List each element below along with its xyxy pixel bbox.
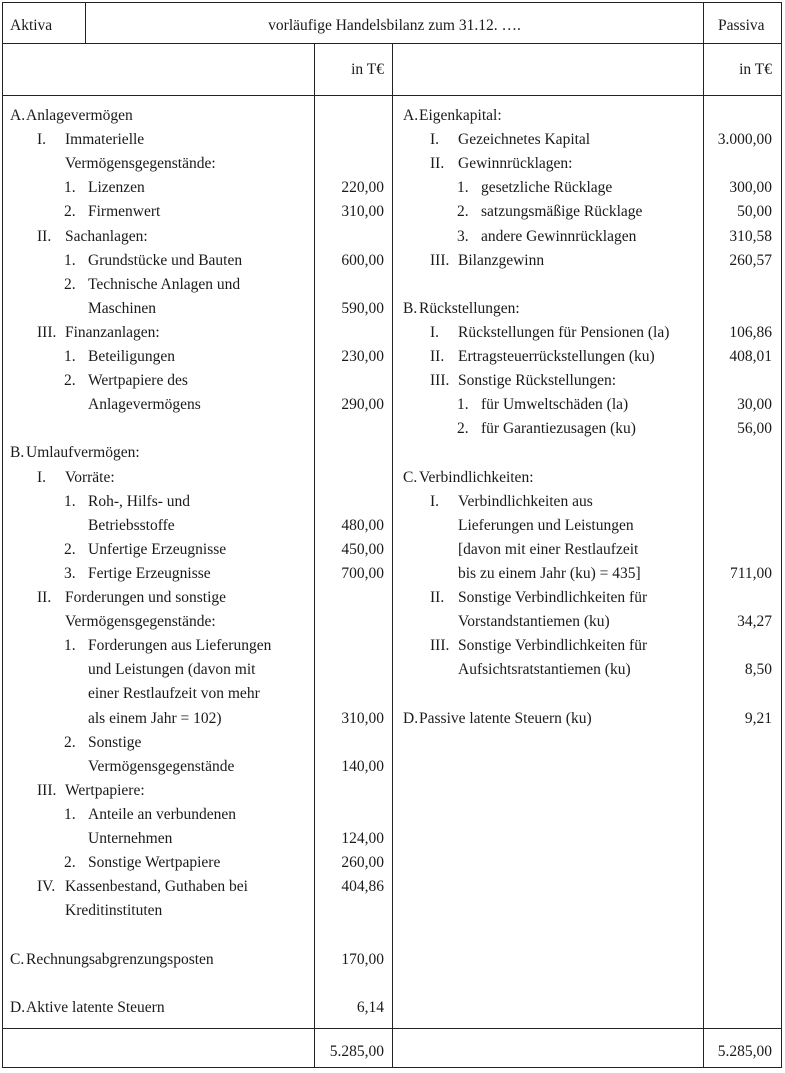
passiva-row-label: Vorstandstantiemen (ku)	[458, 613, 610, 631]
aktiva-row-number: 2.	[64, 203, 76, 221]
passiva-row-label: Rückstellungen:	[419, 299, 520, 317]
aktiva-row-label: einer Restlaufzeit von mehr	[88, 685, 260, 703]
aktiva-row-label: Anteile an verbundenen	[88, 805, 237, 823]
aktiva-row-number: 1.	[64, 348, 76, 365]
aktiva-row-value: 290,00	[341, 396, 384, 414]
aktiva-row-label: Umlaufvermögen:	[26, 444, 140, 462]
passiva-row-label: bis zu einem Jahr (ku) = 435]	[458, 564, 641, 582]
aktiva-row-value: 450,00	[341, 540, 384, 558]
aktiva-row-label: Grundstücke und Bauten	[88, 251, 243, 269]
passiva-row-label: Verbindlichkeiten:	[419, 468, 534, 486]
aktiva-row-number: 3.	[64, 564, 76, 582]
aktiva-row-number: I.	[37, 131, 47, 149]
passiva-row-label: Lieferungen und Leistungen	[458, 516, 634, 534]
passiva-row-value: 260,57	[729, 251, 772, 269]
passiva-row-label: Sonstige Rückstellungen:	[458, 372, 617, 390]
aktiva-row-number: II.	[37, 227, 52, 245]
passiva-row-number: III.	[430, 251, 450, 269]
aktiva-row-label: Vermögensgegenstände:	[65, 155, 216, 173]
aktiva-row-label: Rechnungsabgrenzungsposten	[26, 950, 214, 968]
aktiva-row-number: 1.	[64, 251, 76, 269]
passiva-row-label: satzungsmäßige Rücklage	[481, 203, 643, 221]
passiva-row-number: 3.	[457, 227, 469, 245]
aktiva-row-number: 1.	[64, 492, 76, 510]
aktiva-row-number: IV.	[37, 878, 56, 896]
aktiva-row-value: 230,00	[341, 348, 384, 365]
unit-right: in T€	[739, 61, 772, 78]
aktiva-row-value: 260,00	[341, 854, 384, 872]
passiva-row-number: II.	[430, 589, 445, 606]
passiva-row-value: 300,00	[729, 179, 772, 197]
passiva-row-number: I.	[430, 323, 440, 341]
aktiva-row-number: 1.	[64, 805, 76, 823]
passiva-row-label: für Umweltschäden (la)	[481, 396, 629, 414]
aktiva-row-number: C.	[10, 950, 25, 968]
aktiva-row-label: Unfertige Erzeugnisse	[88, 540, 227, 558]
passiva-row-label: Bilanzgewinn	[458, 251, 545, 269]
aktiva-row-value: 124,00	[341, 830, 384, 847]
passiva-row-label: Ertragsteuerrückstellungen (ku)	[458, 348, 655, 365]
aktiva-row-label: Vorräte:	[65, 468, 115, 486]
passiva-row-number: III.	[430, 637, 450, 655]
aktiva-row-label: Vermögensgegenstände	[88, 757, 235, 775]
aktiva-row-number: B.	[10, 444, 25, 462]
aktiva-row-label: Finanzanlagen:	[65, 323, 160, 341]
aktiva-row-label: als einem Jahr = 102)	[88, 709, 222, 727]
passiva-row-number: A.	[403, 107, 419, 124]
aktiva-row-number: 1.	[64, 179, 76, 197]
passiva-row-number: III.	[430, 372, 450, 390]
aktiva-row-label: Forderungen und sonstige	[65, 589, 227, 606]
passiva-row-value: 106,86	[729, 323, 772, 341]
passiva-row-value: 56,00	[737, 420, 772, 438]
aktiva-row-number: I.	[37, 468, 47, 486]
aktiva-row-label: Sonstige	[88, 733, 142, 751]
passiva-row-label: Gewinnrücklagen:	[458, 155, 573, 173]
passiva-row-value: 310,58	[729, 227, 772, 245]
aktiva-row-label: Forderungen aus Lieferungen	[88, 637, 272, 655]
aktiva-row-number: 1.	[64, 637, 76, 655]
passiva-row-value: 9,21	[744, 709, 772, 727]
passiva-row-label: gesetzliche Rücklage	[481, 179, 613, 197]
passiva-row-label: Rückstellungen für Pensionen (la)	[458, 323, 670, 341]
aktiva-row-value: 6,14	[356, 998, 384, 1016]
passiva-row-label: [davon mit einer Restlaufzeit	[458, 540, 639, 558]
passiva-row-number: I.	[430, 131, 440, 149]
passiva-row-value: 30,00	[737, 396, 772, 414]
aktiva-row-number: D.	[10, 998, 26, 1016]
passiva-row-value: 3.000,00	[717, 131, 772, 149]
aktiva-row-label: Kassenbestand, Guthaben bei	[65, 878, 248, 896]
aktiva-row-label: Vermögensgegenstände:	[65, 613, 216, 631]
passiva-row-label: Verbindlichkeiten aus	[458, 492, 593, 510]
aktiva-row-label: Anlagevermögens	[88, 396, 201, 414]
aktiva-row-label: Anlagevermögen	[26, 107, 133, 124]
aktiva-row-number: 2.	[64, 733, 76, 751]
aktiva-label: Aktiva	[10, 17, 53, 34]
passiva-row-label: andere Gewinnrücklagen	[481, 227, 637, 245]
aktiva-row-label: Sachanlagen:	[65, 227, 148, 245]
total-passiva: 5.285,00	[717, 1043, 772, 1060]
aktiva-row-label: Unternehmen	[88, 830, 173, 847]
aktiva-row-label: Kreditinstituten	[65, 902, 163, 920]
aktiva-row-label: Wertpapiere des	[88, 372, 188, 390]
aktiva-row-number: 2.	[64, 540, 76, 558]
aktiva-row-value: 480,00	[341, 516, 384, 534]
aktiva-row-label: Firmenwert	[88, 203, 161, 221]
passiva-row-number: 1.	[457, 179, 469, 197]
passiva-row-number: II.	[430, 155, 445, 173]
aktiva-row-label: Betriebsstoffe	[88, 516, 175, 534]
unit-left: in T€	[351, 61, 384, 78]
passiva-row-label: Sonstige Verbindlichkeiten für	[458, 589, 648, 606]
sheet-title: vorläufige Handelsbilanz zum 31.12. ….	[268, 17, 521, 34]
aktiva-row-number: II.	[37, 589, 52, 606]
aktiva-row-label: Lizenzen	[88, 179, 145, 197]
total-aktiva: 5.285,00	[329, 1043, 384, 1060]
passiva-row-number: II.	[430, 348, 445, 365]
aktiva-row-label: Aktive latente Steuern	[26, 998, 165, 1016]
passiva-row-number: C.	[403, 468, 418, 486]
aktiva-row-number: 2.	[64, 275, 76, 293]
aktiva-row-value: 170,00	[341, 950, 384, 968]
aktiva-row-label: Sonstige Wertpapiere	[88, 854, 221, 872]
passiva-row-label: Gezeichnetes Kapital	[458, 131, 591, 149]
aktiva-row-value: 404,86	[341, 878, 384, 896]
passiva-row-number: 1.	[457, 396, 469, 414]
aktiva-row-label: Technische Anlagen und	[88, 275, 241, 293]
aktiva-row-label: Beteiligungen	[88, 348, 175, 365]
aktiva-row-number: 2.	[64, 854, 76, 872]
aktiva-row-number: 2.	[64, 372, 76, 390]
aktiva-row-value: 310,00	[341, 709, 384, 727]
center-divider	[392, 43, 393, 1068]
aktiva-row-number: A.	[10, 107, 26, 124]
aktiva-row-label: und Leistungen (davon mit	[88, 661, 256, 679]
passiva-row-value: 34,27	[737, 613, 772, 631]
passiva-row-label: Passive latente Steuern (ku)	[419, 709, 592, 727]
passiva-row-number: 2.	[457, 420, 469, 438]
aktiva-row-value: 590,00	[341, 299, 384, 317]
aktiva-row-value: 700,00	[341, 564, 384, 582]
aktiva-row-value: 310,00	[341, 203, 384, 221]
passiva-row-number: 2.	[457, 203, 469, 221]
passiva-row-label: Aufsichtsratstantiemen (ku)	[458, 661, 631, 679]
passiva-row-value: 50,00	[737, 203, 772, 221]
passiva-value-divider	[703, 2, 704, 1068]
aktiva-row-label: Immaterielle	[65, 131, 145, 149]
aktiva-row-value: 140,00	[341, 757, 384, 775]
passiva-label: Passiva	[718, 17, 765, 34]
aktiva-row-label: Fertige Erzeugnisse	[88, 564, 211, 582]
aktiva-row-number: III.	[37, 323, 57, 341]
aktiva-row-value: 220,00	[341, 179, 384, 197]
aktiva-row-label: Wertpapiere:	[65, 781, 145, 799]
aktiva-value-divider	[314, 43, 315, 1068]
passiva-row-label: für Garantiezusagen (ku)	[481, 420, 636, 438]
passiva-row-label: Sonstige Verbindlichkeiten für	[458, 637, 648, 655]
aktiva-row-number: III.	[37, 781, 57, 799]
passiva-row-value: 8,50	[744, 661, 772, 679]
passiva-row-number: B.	[403, 299, 418, 317]
aktiva-row-label: Maschinen	[88, 299, 157, 317]
aktiva-row-label: Roh-, Hilfs- und	[88, 492, 191, 510]
passiva-row-value: 408,01	[729, 348, 772, 365]
passiva-row-number: D.	[403, 709, 419, 727]
passiva-row-label: Eigenkapital:	[419, 107, 502, 124]
passiva-row-number: I.	[430, 492, 440, 510]
aktiva-row-value: 600,00	[341, 251, 384, 269]
passiva-row-value: 711,00	[729, 564, 772, 582]
